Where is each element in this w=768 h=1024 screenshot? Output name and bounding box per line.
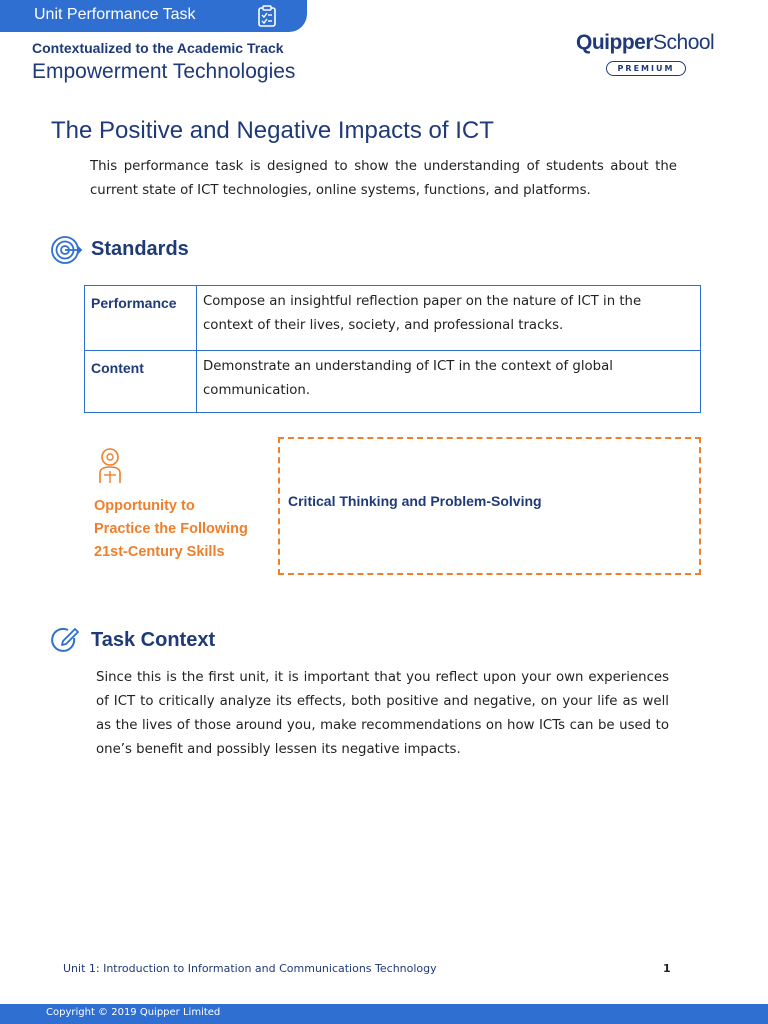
track-label: Contextualized to the Academic Track xyxy=(32,40,284,56)
logo-brand-bold: Quipper xyxy=(576,31,654,54)
footer-bar xyxy=(0,1004,768,1024)
page-title: The Positive and Negative Impacts of ICT xyxy=(51,117,494,144)
standard-label: Content xyxy=(85,351,197,413)
table-row xyxy=(85,351,701,413)
skills-heading-line: 21st-Century Skills xyxy=(94,544,225,560)
standard-label: Performance xyxy=(85,286,197,351)
table-row xyxy=(85,286,701,351)
intro-paragraph: This performance task is designed to show the understanding of students about the current state of ICT technologies, online systems, functions, and platforms. xyxy=(90,159,677,198)
task-context-heading: Task Context xyxy=(91,629,216,651)
footer-unit-title: Unit 1: Introduction to Information and Communications Technology xyxy=(63,962,437,975)
target-icon xyxy=(50,234,84,270)
page-number: 1 xyxy=(663,962,671,975)
header-tab xyxy=(0,0,307,32)
skills-heading-line: Opportunity to xyxy=(94,498,195,514)
standard-description: Compose an insightful reflection paper on the nature of ICT in the context of their lives, society, and professional tracks. xyxy=(197,286,701,351)
standard-description: Demonstrate an understanding of ICT in the context of global communication. xyxy=(197,351,701,413)
logo-brand-light: School xyxy=(653,31,715,54)
skills-person-icon xyxy=(94,447,126,491)
edit-pencil-icon xyxy=(50,626,80,660)
tab-title: Unit Performance Task xyxy=(34,6,196,23)
skills-box xyxy=(278,437,701,575)
quipper-school-logo xyxy=(576,31,718,81)
standards-heading: Standards xyxy=(91,238,189,260)
skills-heading-line: Practice the Following xyxy=(94,521,248,537)
skill-item: Critical Thinking and Problem-Solving xyxy=(288,493,542,509)
premium-badge: PREMIUM xyxy=(606,61,686,76)
subject-title: Empowerment Technologies xyxy=(32,60,296,83)
clipboard-check-icon xyxy=(257,5,277,31)
skills-opportunity-heading xyxy=(94,495,269,564)
standards-table xyxy=(84,285,701,413)
task-context-paragraph: Since this is the first unit, it is important that you reflect upon your own experiences of ICT to critically analyze its effects, both positive and negative, on your life as well as the lives of those around you, make recommendations on how ICTs can be used to one’s benefit and possibly lessen its negative impacts. xyxy=(96,670,669,757)
copyright-text: Copyright © 2019 Quipper Limited xyxy=(46,1007,221,1018)
